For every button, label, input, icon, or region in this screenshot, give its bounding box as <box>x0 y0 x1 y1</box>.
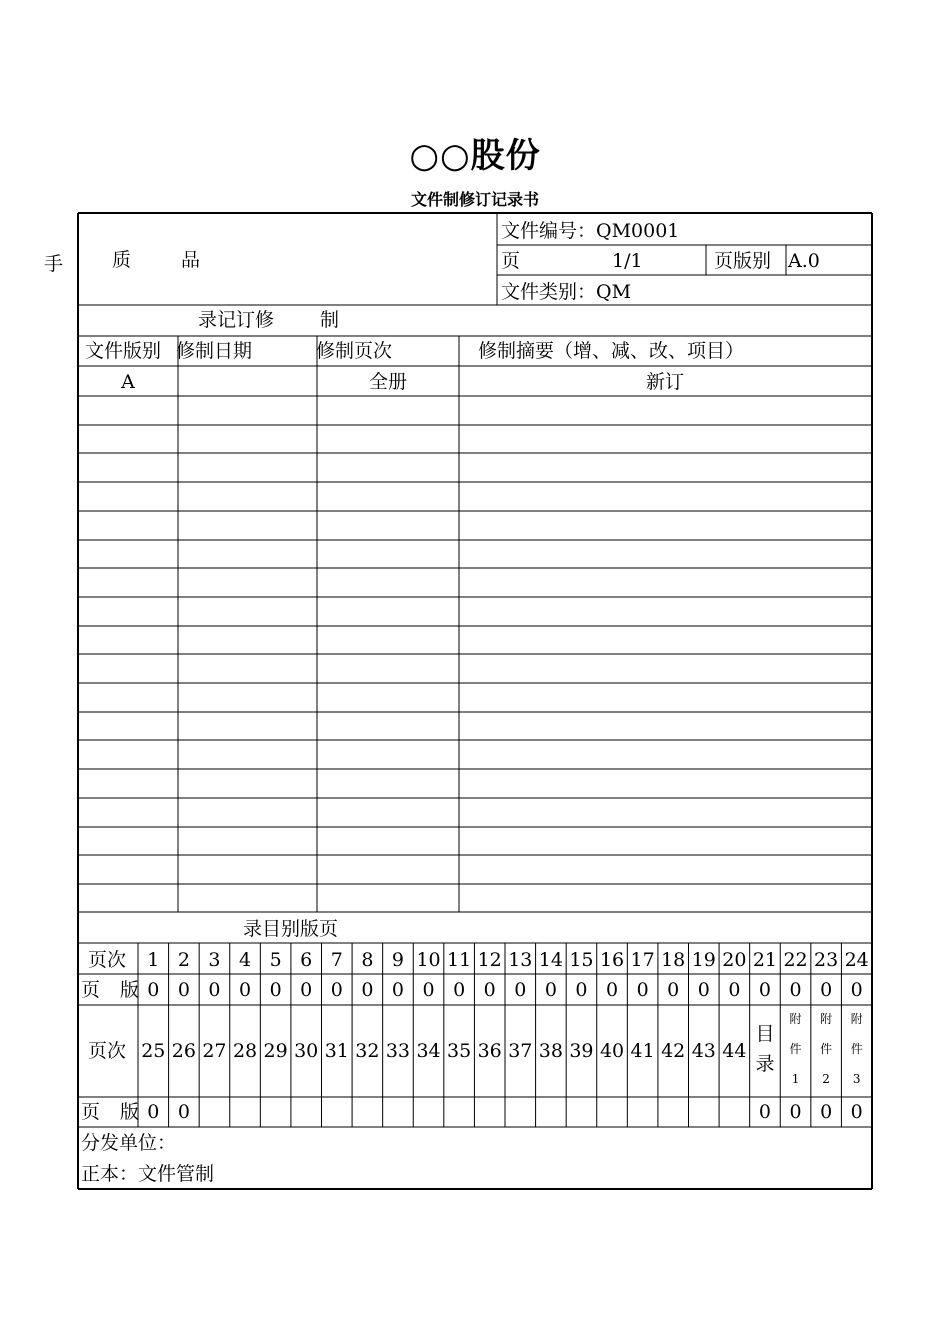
revision-row-summary: 新订 <box>645 371 684 393</box>
page-edition-cell: 0 <box>728 979 741 1001</box>
page-number-cell: 1 <box>147 949 160 971</box>
page-number-cell: 3 <box>208 949 221 971</box>
distribution-label: 分发单位： <box>81 1132 177 1154</box>
page-number-cell: 10 <box>416 949 441 971</box>
page-edition-cell: 0 <box>789 1101 802 1123</box>
side-label: 手 <box>44 253 64 275</box>
page-number-cell: 17 <box>630 949 655 971</box>
page-edition-cell: 0 <box>514 979 527 1001</box>
toc-label-cell: 目 <box>755 1023 775 1045</box>
page-number-cell: 21 <box>752 949 778 971</box>
page-number-cell: 2 <box>177 949 190 971</box>
attachment-label-cell: 件 <box>850 1042 863 1056</box>
page-number-cell: 4 <box>238 949 252 971</box>
page-edition-cell: 0 <box>820 979 833 1001</box>
page-edition-cell: 0 <box>330 979 343 1001</box>
page-row1-label: 页次 <box>88 949 127 971</box>
page-number-cell: 7 <box>330 949 343 971</box>
attachment-label-cell: 附 <box>789 1012 802 1026</box>
page-value: 1/1 <box>612 250 643 272</box>
page-edition-cell: 0 <box>758 979 771 1001</box>
page-number-cell: 9 <box>391 949 404 971</box>
page-edition-cell: 0 <box>758 1101 771 1123</box>
attachment-label-cell: 附 <box>850 1012 863 1026</box>
revision-header-pages: 修制页次 <box>316 340 393 362</box>
page-edition-cell: 0 <box>177 1101 190 1123</box>
page-number-cell: 25 <box>141 1040 166 1062</box>
revision-header-summary: 修制摘要（增、减、改、项目） <box>478 340 745 362</box>
page-number-cell: 14 <box>538 949 563 971</box>
attachment-label-cell: 件 <box>789 1042 802 1056</box>
page-label: 页 <box>501 250 521 272</box>
page-number-cell: 35 <box>447 1040 472 1062</box>
page-edition-cell: 0 <box>177 979 190 1001</box>
page-row3-label: 页次 <box>88 1040 127 1062</box>
distribution-original: 正本：文件管制 <box>81 1163 215 1185</box>
page-edition-cell: 0 <box>422 979 435 1001</box>
page-edition-cell: 0 <box>147 979 160 1001</box>
edition-value: A.0 <box>788 250 820 272</box>
page-edition-cell: 0 <box>391 979 404 1001</box>
company-name: ○○股份 <box>409 136 541 176</box>
page-edition-cell: 0 <box>300 979 313 1001</box>
page-edition-cell: 0 <box>453 979 466 1001</box>
edition-label: 页版别 <box>714 250 772 272</box>
page-number-cell: 43 <box>691 1040 716 1062</box>
page-number-cell: 26 <box>171 1040 196 1062</box>
page-edition-cell: 0 <box>483 979 496 1001</box>
page-number-cell: 23 <box>814 949 839 971</box>
page-number-cell: 38 <box>538 1040 563 1062</box>
attachment-label-cell: 件 <box>820 1042 833 1056</box>
page-number-cell: 15 <box>569 949 594 971</box>
page-edition-cell: 0 <box>850 979 863 1001</box>
attachment-label-cell: 2 <box>822 1072 830 1086</box>
page-edition-cell: 0 <box>575 979 588 1001</box>
doc-type: 文件类别：QM <box>501 281 632 303</box>
page-edition-cell: 0 <box>605 979 619 1001</box>
page-number-cell: 40 <box>599 1040 625 1062</box>
page-edition-cell: 0 <box>544 979 557 1001</box>
page-number-cell: 33 <box>385 1040 411 1062</box>
page-number-cell: 8 <box>361 949 374 971</box>
page-number-cell: 41 <box>630 1040 655 1062</box>
page-number-cell: 6 <box>300 949 313 971</box>
attachment-label-cell: 附 <box>820 1012 833 1026</box>
page-number-cell: 34 <box>416 1040 441 1062</box>
attachment-label-cell: 1 <box>791 1072 800 1086</box>
page-number-cell: 19 <box>691 949 716 971</box>
page-number-cell: 42 <box>661 1040 686 1062</box>
revision-row-pages: 全册 <box>368 371 407 393</box>
page-number-cell: 44 <box>722 1040 747 1062</box>
page-number-cell: 13 <box>508 949 533 971</box>
page-edition-cell: 0 <box>820 1101 833 1123</box>
attachment-label-cell: 3 <box>852 1072 861 1086</box>
manual-name: 质 品 <box>112 249 201 271</box>
revision-header-date: 修制日期 <box>176 340 253 362</box>
toc-label-cell: 录 <box>755 1053 775 1075</box>
page-edition-cell: 0 <box>789 979 802 1001</box>
page-edition-cell: 0 <box>361 979 374 1001</box>
page-number-cell: 11 <box>447 949 472 971</box>
page-number-cell: 22 <box>783 949 808 971</box>
page-edition-cell: 0 <box>697 979 710 1001</box>
page-number-cell: 31 <box>324 1040 349 1062</box>
revision-row-edition: A <box>121 371 135 393</box>
page-number-cell: 24 <box>844 949 869 971</box>
page-edition-cell: 0 <box>636 979 649 1001</box>
page-number-cell: 16 <box>599 949 625 971</box>
page-row2-label: 页 版 <box>81 979 140 1001</box>
page-number-cell: 37 <box>508 1040 533 1062</box>
page-number-cell: 27 <box>202 1040 227 1062</box>
document-title: 文件制修订记录书 <box>410 190 539 209</box>
revision-header-edition: 文件版别 <box>85 340 162 362</box>
page-edition-section-title: 录目别版页 <box>243 918 339 940</box>
page-edition-cell: 0 <box>238 979 252 1001</box>
doc-number: 文件编号：QM0001 <box>501 220 680 242</box>
page-edition-cell: 0 <box>850 1101 863 1123</box>
page-number-cell: 18 <box>661 949 686 971</box>
page-row4-label: 页 版 <box>81 1101 140 1123</box>
page-edition-cell: 0 <box>269 979 282 1001</box>
page-number-cell: 36 <box>477 1040 502 1062</box>
page-edition-cell: 0 <box>147 1101 160 1123</box>
page-number-cell: 20 <box>722 949 747 971</box>
page-edition-cell: 0 <box>208 979 221 1001</box>
page-edition-cell: 0 <box>667 979 680 1001</box>
page-number-cell: 28 <box>232 1040 258 1062</box>
page-number-cell: 12 <box>477 949 502 971</box>
page-number-cell: 32 <box>355 1040 380 1062</box>
page-number-cell: 30 <box>294 1040 319 1062</box>
page-number-cell: 29 <box>263 1040 288 1062</box>
revision-section-title: 录记订修 制 <box>198 309 340 331</box>
page-number-cell: 5 <box>269 949 282 971</box>
page-number-cell: 39 <box>569 1040 594 1062</box>
